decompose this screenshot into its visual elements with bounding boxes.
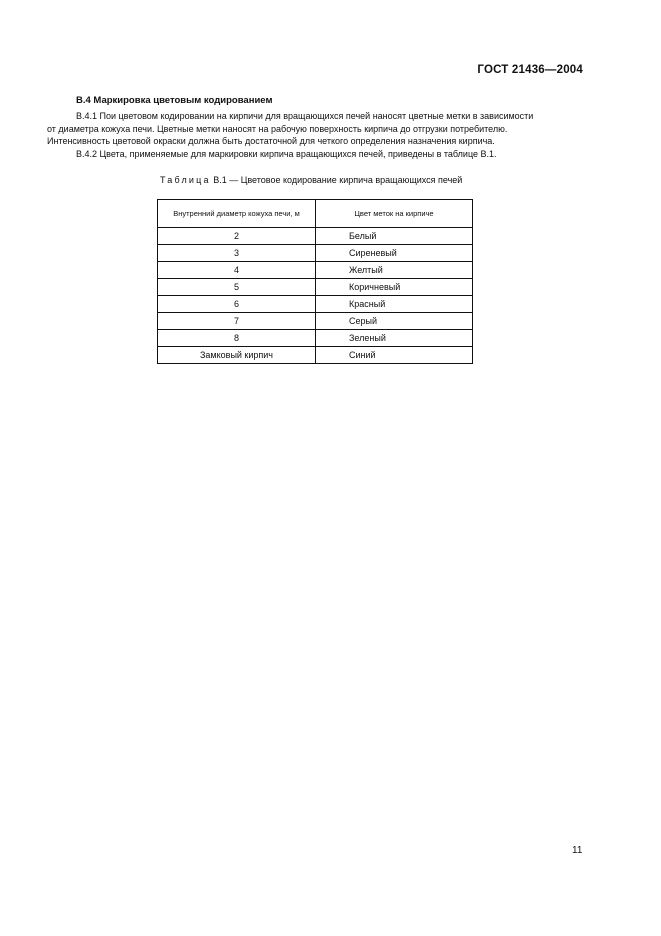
table-cell-color: Серый [316, 313, 473, 330]
page-number: 11 [572, 845, 583, 856]
table-cell-color: Сиреневый [316, 245, 473, 262]
table-cell-diameter: Замковый кирпич [158, 347, 316, 364]
table-header-diameter: Внутренний диаметр кожуха печи, м [158, 200, 316, 228]
table-cell-color: Желтый [316, 262, 473, 279]
table-cell-color: Синий [316, 347, 473, 364]
table-row [158, 228, 473, 245]
table-header-color: Цвет меток на кирпиче [316, 200, 473, 228]
paragraph-b42 [47, 148, 587, 161]
table-cell-diameter: 8 [158, 330, 316, 347]
table-row [158, 279, 473, 296]
table-row [158, 313, 473, 330]
table-row [158, 296, 473, 313]
section-heading: В.4 Маркировка цветовым кодированием [76, 95, 273, 106]
paragraph-b41 [47, 110, 587, 148]
table-caption [160, 175, 480, 185]
table-cell-diameter: 4 [158, 262, 316, 279]
table-cell-diameter: 3 [158, 245, 316, 262]
table-cell-diameter: 6 [158, 296, 316, 313]
table-cell-diameter: 5 [158, 279, 316, 296]
table-row [158, 347, 473, 364]
paragraph-line: от диаметра кожуха печи. Цветные метки наносят на рабочую поверхность кирпича до отгрузки потребителю. [47, 123, 508, 134]
document-code: ГОСТ 21436—2004 [477, 64, 583, 76]
table-cell-diameter: 7 [158, 313, 316, 330]
table-caption-label: Таблица [160, 175, 211, 185]
paragraph-line: В.4.1 Пои цветовом кодировании на кирпичи для вращающихся печей наносят цветные метки в зависимости [76, 111, 534, 121]
table-caption-text: В.1 — Цветовое кодирование кирпича вращающихся печей [210, 175, 463, 185]
paragraph-line: Интенсивность цветовой окраски должна быть достаточной для четкого определения назначения кирпича. [47, 136, 495, 147]
table-cell-diameter: 2 [158, 228, 316, 245]
table-cell-color: Зеленый [316, 330, 473, 347]
table-row [158, 245, 473, 262]
table-header-row [158, 200, 473, 228]
table-row [158, 262, 473, 279]
table-cell-color: Белый [316, 228, 473, 245]
table-cell-color: Красный [316, 296, 473, 313]
paragraph-line: В.4.2 Цвета, применяемые для маркировки кирпича вращающихся печей, приведены в таблице В.1. [76, 149, 497, 159]
table-cell-color: Коричневый [316, 279, 473, 296]
color-coding-table [157, 199, 473, 364]
table-row [158, 330, 473, 347]
